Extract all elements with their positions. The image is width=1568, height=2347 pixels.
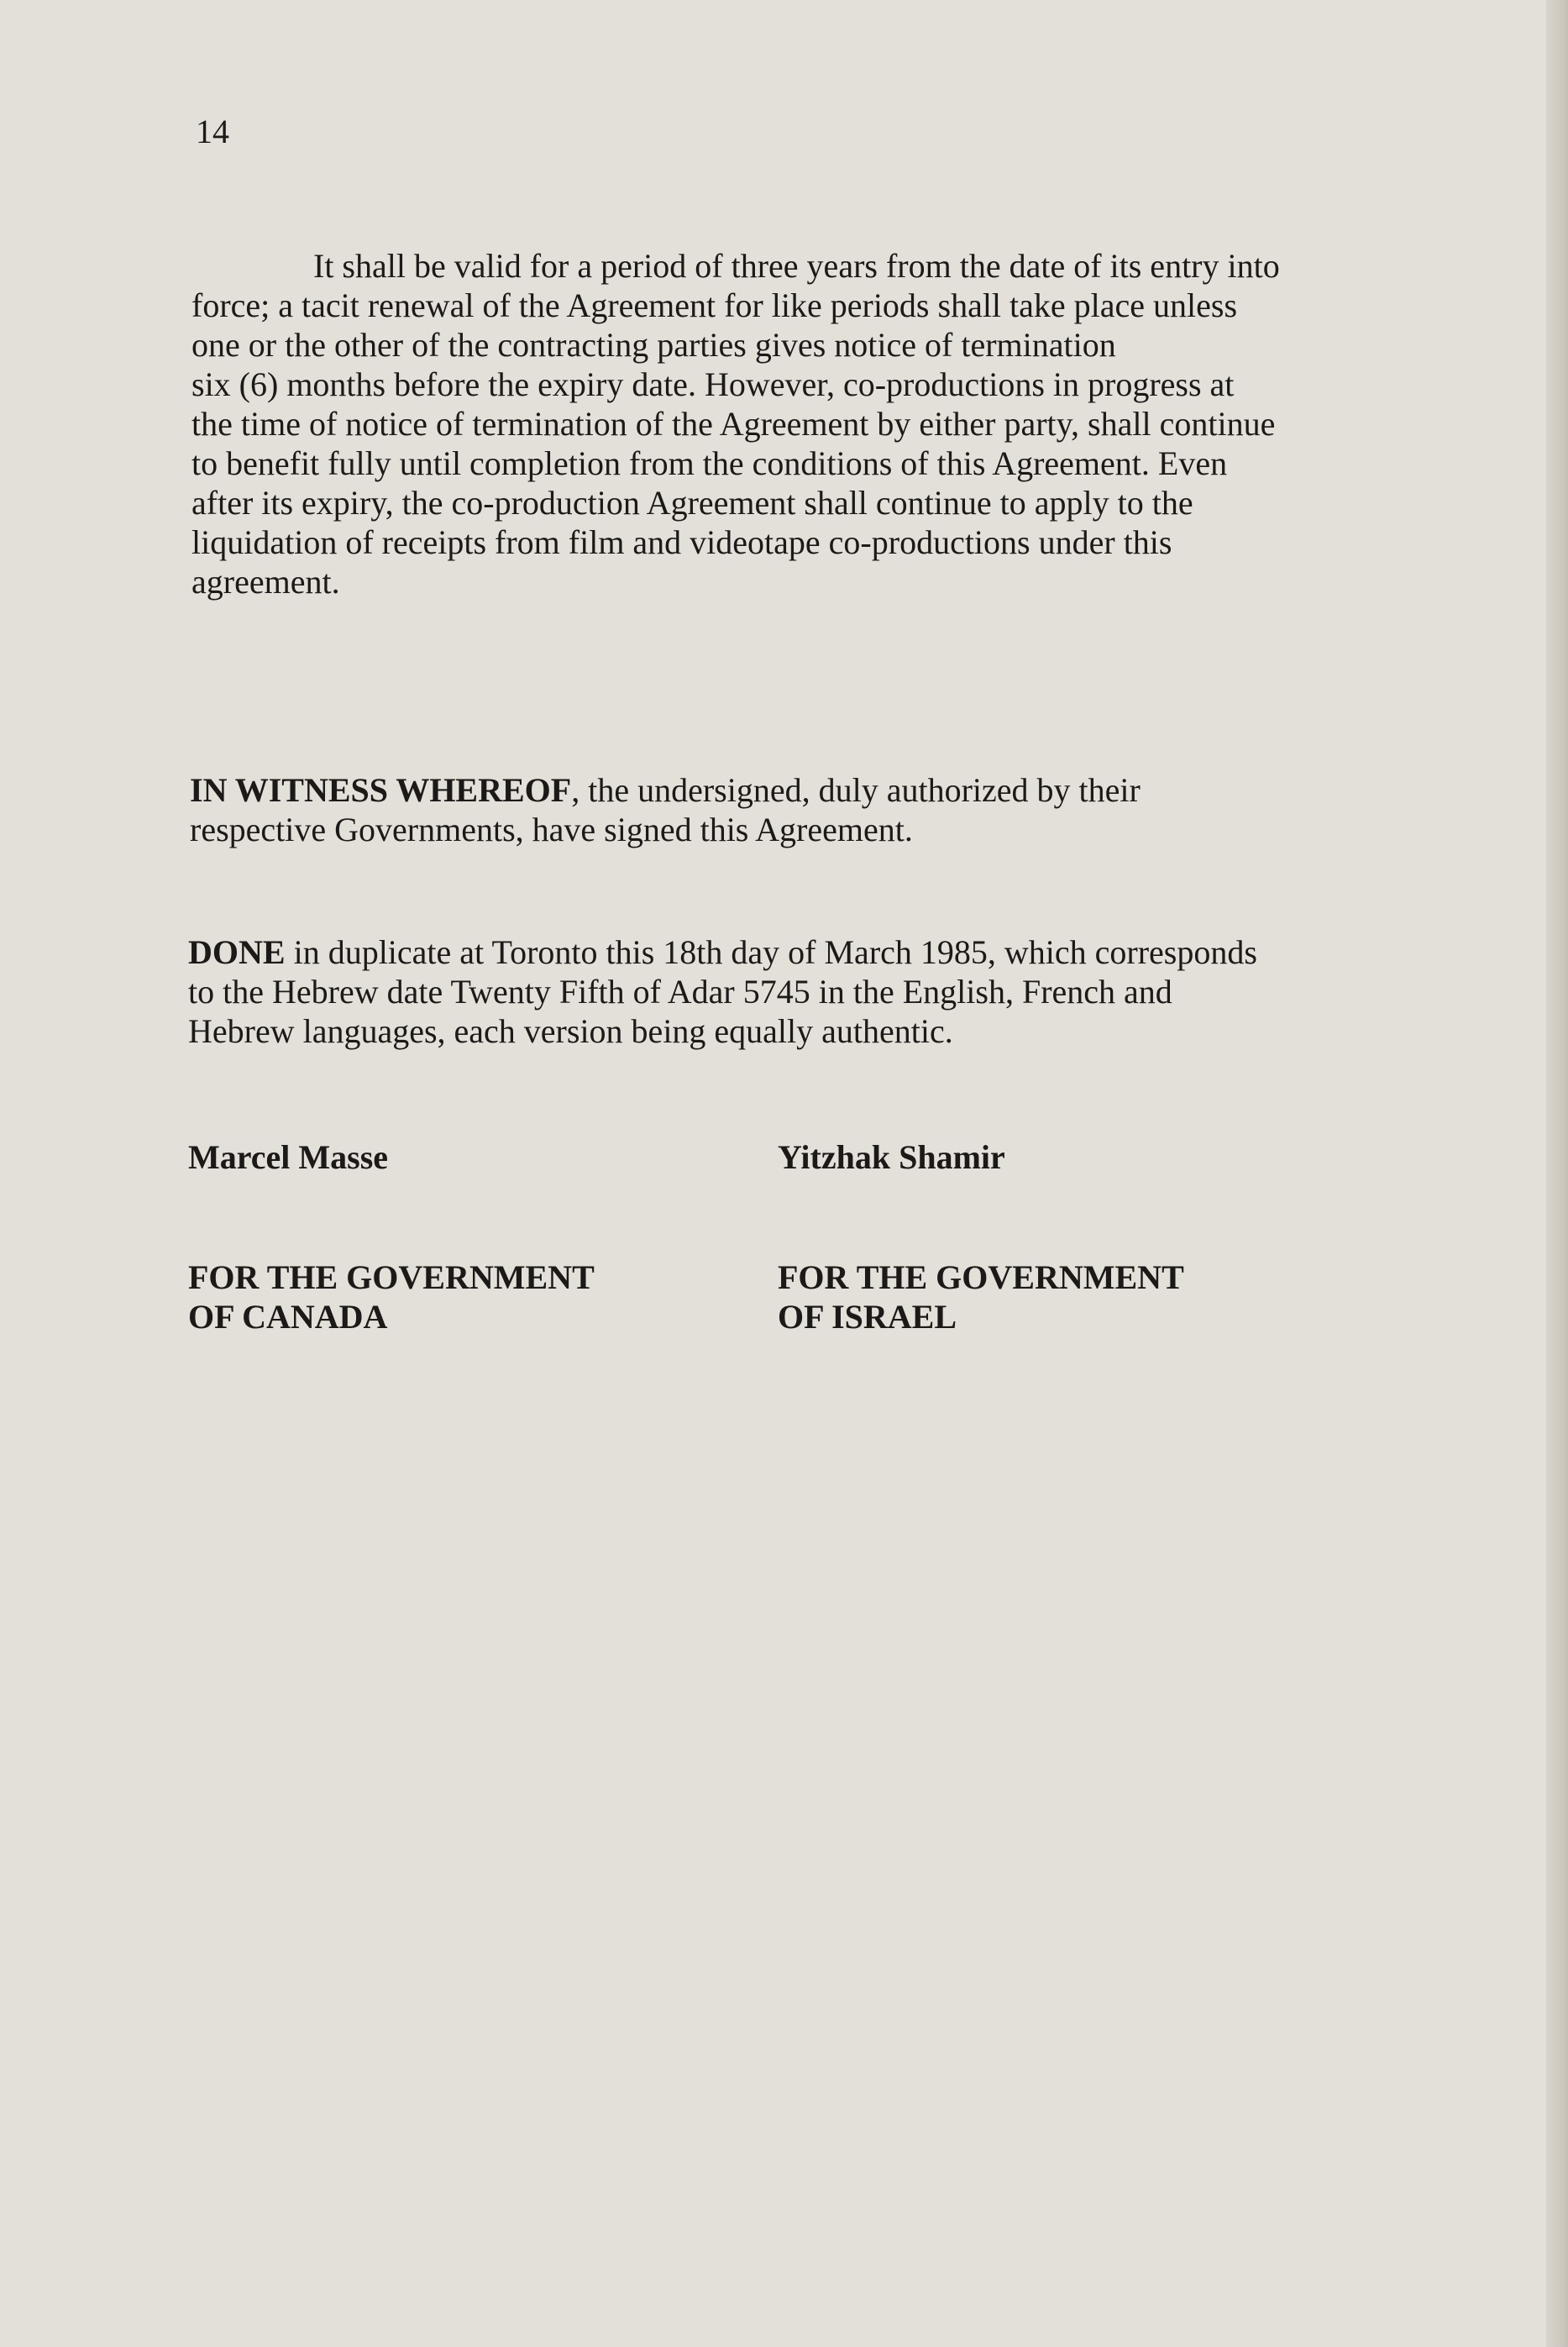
government-line: OF CANADA [188, 1298, 388, 1336]
done-paragraph [188, 932, 1257, 1051]
paragraph-line: to the Hebrew date Twenty Fifth of Adar 5745 in the English, French and [188, 973, 1172, 1011]
paragraph-line: agreement. [191, 563, 340, 601]
government-line: OF ISRAEL [778, 1298, 957, 1336]
witness-lead: IN WITNESS WHEREOF [190, 771, 572, 809]
paragraph-line: the time of notice of termination of the Agreement by either party, shall continue [191, 405, 1276, 443]
paragraph-line [188, 932, 1257, 972]
witness-line-rest: , the undersigned, duly authorized by their [571, 771, 1141, 809]
paragraph-line: six (6) months before the expiry date. However, co-productions in progress at [191, 365, 1235, 403]
paragraph-line: after its expiry, the co-production Agreement shall continue to apply to the [191, 484, 1193, 522]
paragraph-line: to benefit fully until completion from the conditions of this Agreement. Even [191, 444, 1228, 482]
page-number: 14 [196, 113, 229, 150]
validity-paragraph [191, 246, 1280, 601]
government-line: FOR THE GOVERNMENT [188, 1258, 595, 1296]
government-canada [188, 1258, 595, 1336]
paragraph-line: respective Governments, have signed this Agreement. [190, 811, 913, 848]
paragraph-line: Hebrew languages, each version being equally authentic. [188, 1012, 953, 1050]
government-israel [778, 1258, 1184, 1336]
government-line: FOR THE GOVERNMENT [778, 1258, 1184, 1296]
paragraph-line: one or the other of the contracting parties gives notice of termination [191, 326, 1116, 364]
paragraph-line: force; a tacit renewal of the Agreement for like periods shall take place unless [191, 286, 1238, 324]
done-lead: DONE [188, 933, 286, 971]
paragraph-line: liquidation of receipts from film and videotape co-productions under this [191, 523, 1172, 561]
page-edge [1546, 0, 1568, 2347]
paragraph-line [190, 770, 1141, 810]
done-line-rest: in duplicate at Toronto this 18th day of March 1985, which corresponds [285, 933, 1257, 971]
signatory-name-israel: Yitzhak Shamir [778, 1138, 1005, 1176]
paragraph-line: It shall be valid for a period of three years from the date of its entry into [313, 247, 1280, 285]
witness-paragraph [190, 770, 1141, 849]
signatory-name-canada: Marcel Masse [188, 1138, 389, 1176]
